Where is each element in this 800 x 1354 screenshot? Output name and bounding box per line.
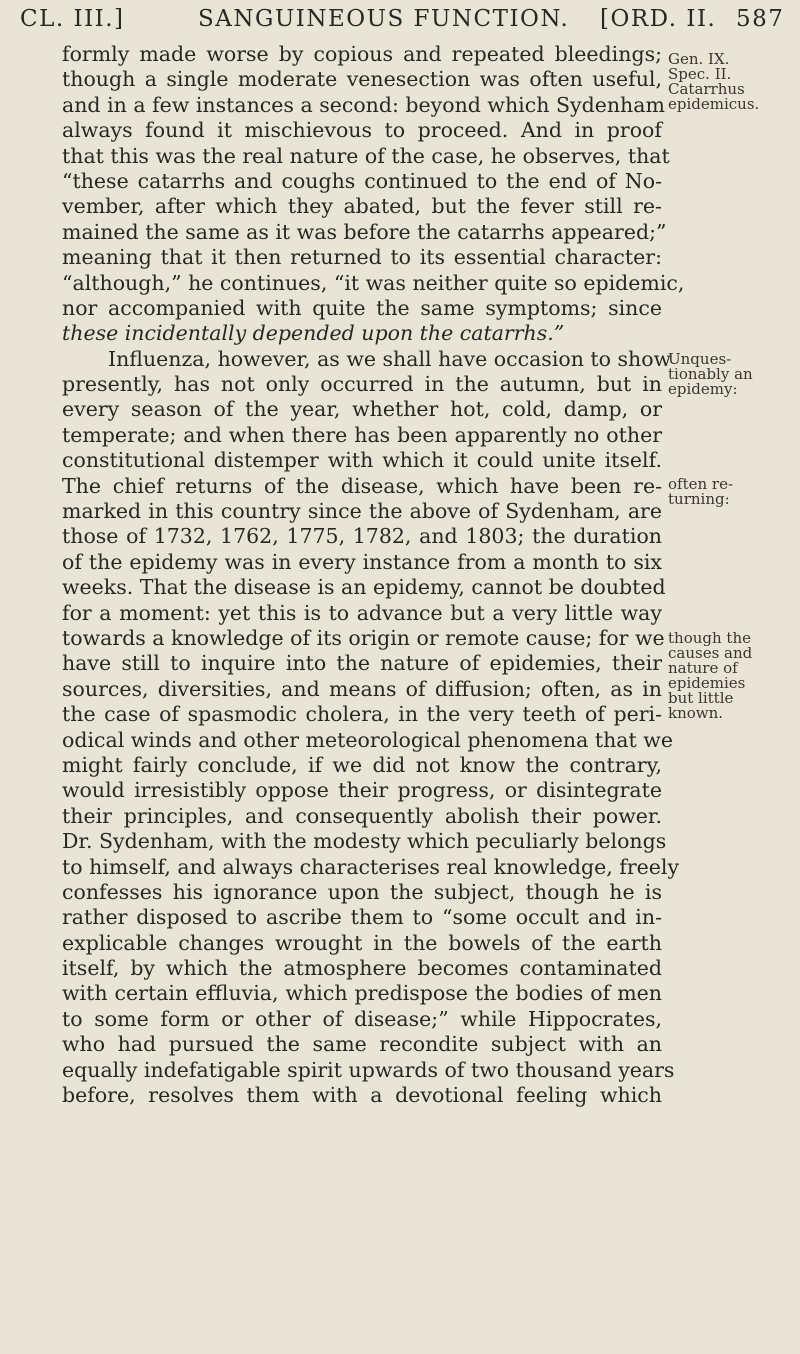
text-line: and in a few instances a second: beyond which Sydenham (62, 92, 665, 117)
text-line: every season of the year, whether hot, cold, damp, or (62, 397, 662, 422)
text-line: constitutional distemper with which it could unite itself. (62, 448, 662, 473)
text-line: “although,” he continues, “it was neither quite so epidemic, (62, 270, 685, 295)
text-line: sources, diversities, and means of diffusion; often, as in (62, 676, 662, 701)
margin-note-line: epidemies (668, 674, 746, 692)
page-number: 587 (736, 6, 785, 32)
text-line: to himself, and always characterises real knowledge, freely (62, 854, 680, 879)
margin-note-classification (668, 52, 796, 112)
margin-note-line: Unques- (668, 350, 732, 368)
text-line: “these catarrhs and coughs continued to the end of No- (62, 168, 662, 193)
text-line: would irresistibly oppose their progress, or disintegrate (62, 778, 662, 803)
margin-note-line: tionably an (668, 365, 753, 383)
main-text (62, 42, 685, 1108)
text-line: though a single moderate venesection was often useful, (62, 67, 662, 92)
margin-note-line: known. (668, 704, 724, 722)
text-line: with certain effluvia, which predispose the bodies of men (62, 981, 662, 1006)
paragraph-start: Influenza, however, as we shall have occasion to show (108, 346, 672, 371)
text-line: the case of spasmodic cholera, in the very teeth of peri- (62, 702, 662, 727)
text-line: always found it mischievous to proceed. And in proof (62, 118, 662, 143)
text-line: explicable changes wrought in the bowels of the earth (62, 930, 662, 955)
text-line: The chief returns of the disease, which have been re- (62, 473, 662, 498)
margin-note-epidemy (668, 352, 796, 397)
header-chapter: CL. III.] (20, 6, 125, 32)
running-header (20, 6, 790, 46)
text-line: who had pursued the same recondite subject with an (62, 1032, 662, 1057)
margin-note-returning (668, 477, 796, 507)
margin-note-line: Spec. II. (668, 65, 732, 83)
margin-note-line: epidemicus. (668, 95, 760, 113)
text-line: for a moment: yet this is to advance but a very little way (62, 600, 662, 625)
margin-note-line: turning: (668, 490, 730, 508)
text-line: towards a knowledge of its origin or remote cause; for we (62, 625, 665, 650)
text-line: before, resolves them with a devotional feeling which (62, 1083, 662, 1108)
header-title: SANGUINEOUS FUNCTION. (198, 6, 570, 32)
text-line: presently, has not only occurred in the autumn, but in (62, 372, 662, 397)
margin-note-line: Gen. IX. (668, 50, 730, 68)
text-line: that this was the real nature of the case, he observes, that (62, 143, 670, 168)
text-line: formly made worse by copious and repeated bleedings; (62, 42, 662, 66)
text-line: these incidentally depended upon the catarrhs.” (62, 321, 565, 346)
text-line: equally indefatigable spirit upwards of two thousand years (62, 1057, 675, 1082)
margin-note-line: epidemy: (668, 380, 738, 398)
header-order: [ORD. II. (600, 6, 717, 32)
text-line: temperate; and when there has been apparently no other (62, 422, 662, 447)
text-line: weeks. That the disease is an epidemy, cannot be doubted (62, 575, 666, 600)
text-line: itself, by which the atmosphere becomes contaminated (62, 956, 662, 981)
text-line: might fairly conclude, if we did not know the contrary, (62, 752, 662, 777)
text-line: nor accompanied with quite the same symptoms; since (62, 295, 662, 320)
text-line: have still to inquire into the nature of epidemies, their (62, 651, 662, 676)
text-line: confesses his ignorance upon the subject, though he is (62, 879, 662, 904)
text-line: vember, after which they abated, but the fever still re- (62, 194, 662, 219)
text-line: rather disposed to ascribe them to “some occult and in- (62, 905, 662, 930)
text-line: to some form or other of disease;” while Hippocrates, (62, 1006, 662, 1031)
margin-note-line: Catarrhus (668, 80, 745, 98)
text-line: meaning that it then returned to its essential character: (62, 245, 662, 270)
margin-note-line: nature of (668, 659, 738, 677)
margin-note-line: often re- (668, 475, 734, 493)
margin-note-causes (668, 631, 796, 721)
margin-note-line: causes and (668, 644, 753, 662)
margin-note-line: but little (668, 689, 734, 707)
text-line: of the epidemy was in every instance from a month to six (62, 549, 662, 574)
margin-note-line: though the (668, 629, 751, 647)
text-line: odical winds and other meteorological phenomena that we (62, 727, 673, 752)
text-line: mained the same as it was before the catarrhs appeared;” (62, 219, 667, 244)
text-line: marked in this country since the above of Sydenham, are (62, 499, 662, 524)
text-line: those of 1732, 1762, 1775, 1782, and 1803; the duration (62, 524, 662, 549)
text-line: Dr. Sydenham, with the modesty which peculiarly belongs (62, 829, 667, 854)
text-line: their principles, and consequently abolish their power. (62, 803, 662, 828)
